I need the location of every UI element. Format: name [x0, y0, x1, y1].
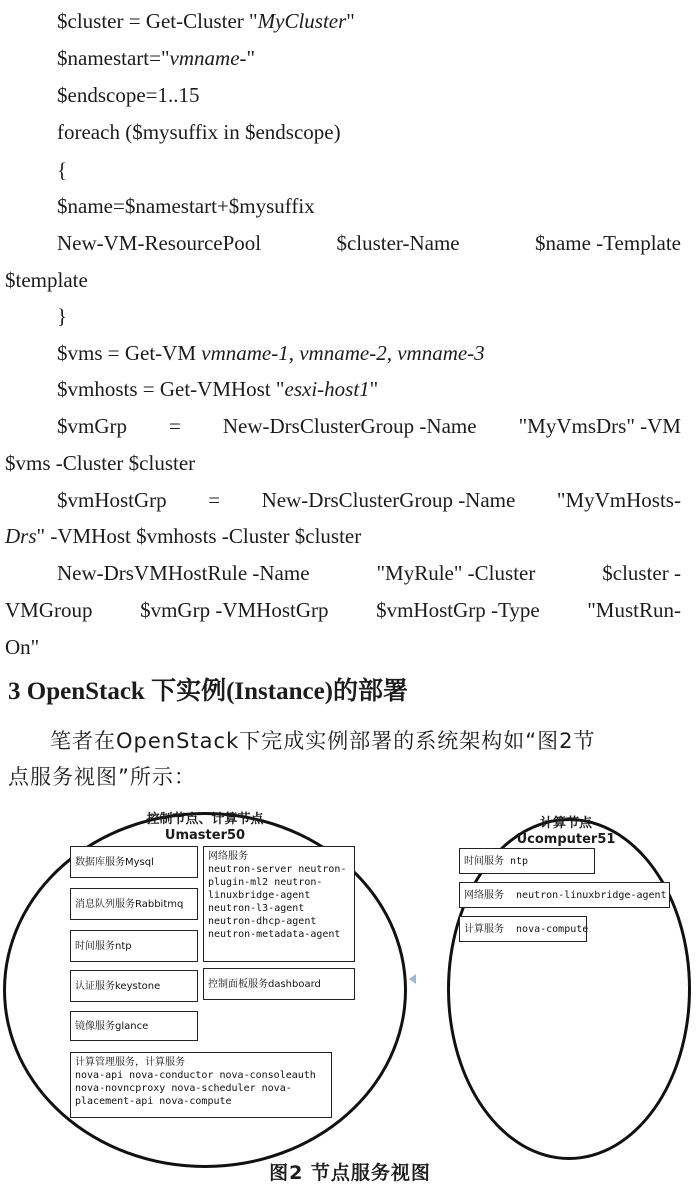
code-line-1: $cluster = Get-Cluster "MyCluster" — [57, 9, 355, 33]
node-service-diagram — [0, 800, 700, 1172]
left-node-title: 控制节点、计算节点 — [146, 812, 264, 827]
section-heading: 3 OpenStack 下实例(Instance)的部署 — [8, 678, 409, 705]
compute-node-ntp: 时间服务 ntp — [459, 848, 595, 874]
service-box-glance: 镜像服务glance — [70, 1011, 198, 1041]
service-box-rabbitmq: 消息队列服务Rabbitmq — [70, 888, 198, 920]
code-line-18: On" — [5, 635, 40, 659]
code-line-7: New-VM-ResourcePool $cluster-Name $name -Template — [57, 231, 681, 255]
compute-node-neutron: 网络服务 neutron-linuxbridge-agent — [459, 882, 670, 908]
service-box-ntp: 时间服务ntp — [70, 930, 198, 962]
code-line-11: $vmhosts = Get-VMHost "esxi-host1" — [57, 377, 379, 401]
paragraph-line-2: 点服务视图”所示： — [8, 765, 196, 789]
code-line-5: { — [57, 158, 68, 182]
code-line-4: foreach ($mysuffix in $endscope) — [57, 120, 341, 144]
right-node-title: 计算节点 — [539, 816, 592, 831]
code-line-13: $vms -Cluster $cluster — [5, 451, 196, 475]
service-box-dashboard: 控制面板服务dashboard — [203, 968, 355, 1000]
code-line-6: $name=$namestart+$mysuffix — [57, 194, 315, 218]
code-line-3: $endscope=1..15 — [57, 83, 200, 107]
code-line-12: $vmGrp = New-DrsClusterGroup -Name "MyVmsDrs" -VM — [57, 414, 681, 438]
code-line-14: $vmHostGrp = New-DrsClusterGroup -Name "MyVmHosts- — [57, 488, 681, 512]
code-line-17: VMGroup $vmGrp -VMHostGrp $vmHostGrp -Type "MustRun- — [5, 598, 681, 622]
right-node-hostname: Ucomputer51 — [516, 832, 616, 847]
code-line-16: New-DrsVMHostRule -Name "MyRule" -Cluster $cluster - — [57, 561, 681, 585]
service-box-mysql: 数据库服务Mysql — [70, 846, 198, 878]
code-line-8: $template — [5, 268, 88, 292]
code-line-10: $vms = Get-VM vmname-1, vmname-2, vmname-3 — [57, 341, 485, 365]
compute-node-nova: 计算服务 nova-compute — [459, 916, 587, 942]
left-node-hostname: Umaster50 — [164, 828, 246, 843]
service-box-keystone: 认证服务keystone — [70, 970, 198, 1002]
figure-caption: 图2 节点服务视图 — [269, 1162, 431, 1184]
service-box-neutron: 网络服务 neutron-server neutron- plugin-ml2 neutron- linuxbridge-agent neutron-l3-agent neutron-dhcp-agent neutron-metadata-agent — [203, 846, 355, 962]
code-line-9: } — [57, 304, 68, 328]
code-line-15: Drs" -VMHost $vmhosts -Cluster $cluster — [5, 524, 362, 548]
paragraph-line-1: 笔者在OpenStack下完成实例部署的系统架构如“图2节 — [50, 729, 596, 753]
arrow-icon — [409, 974, 416, 984]
code-line-2: $namestart="vmname-" — [57, 46, 256, 70]
service-box-nova: 计算管理服务，计算服务 nova-api nova-conductor nova-consoleauth nova-novncproxy nova-scheduler nova- placement-api nova-compute — [70, 1052, 332, 1118]
